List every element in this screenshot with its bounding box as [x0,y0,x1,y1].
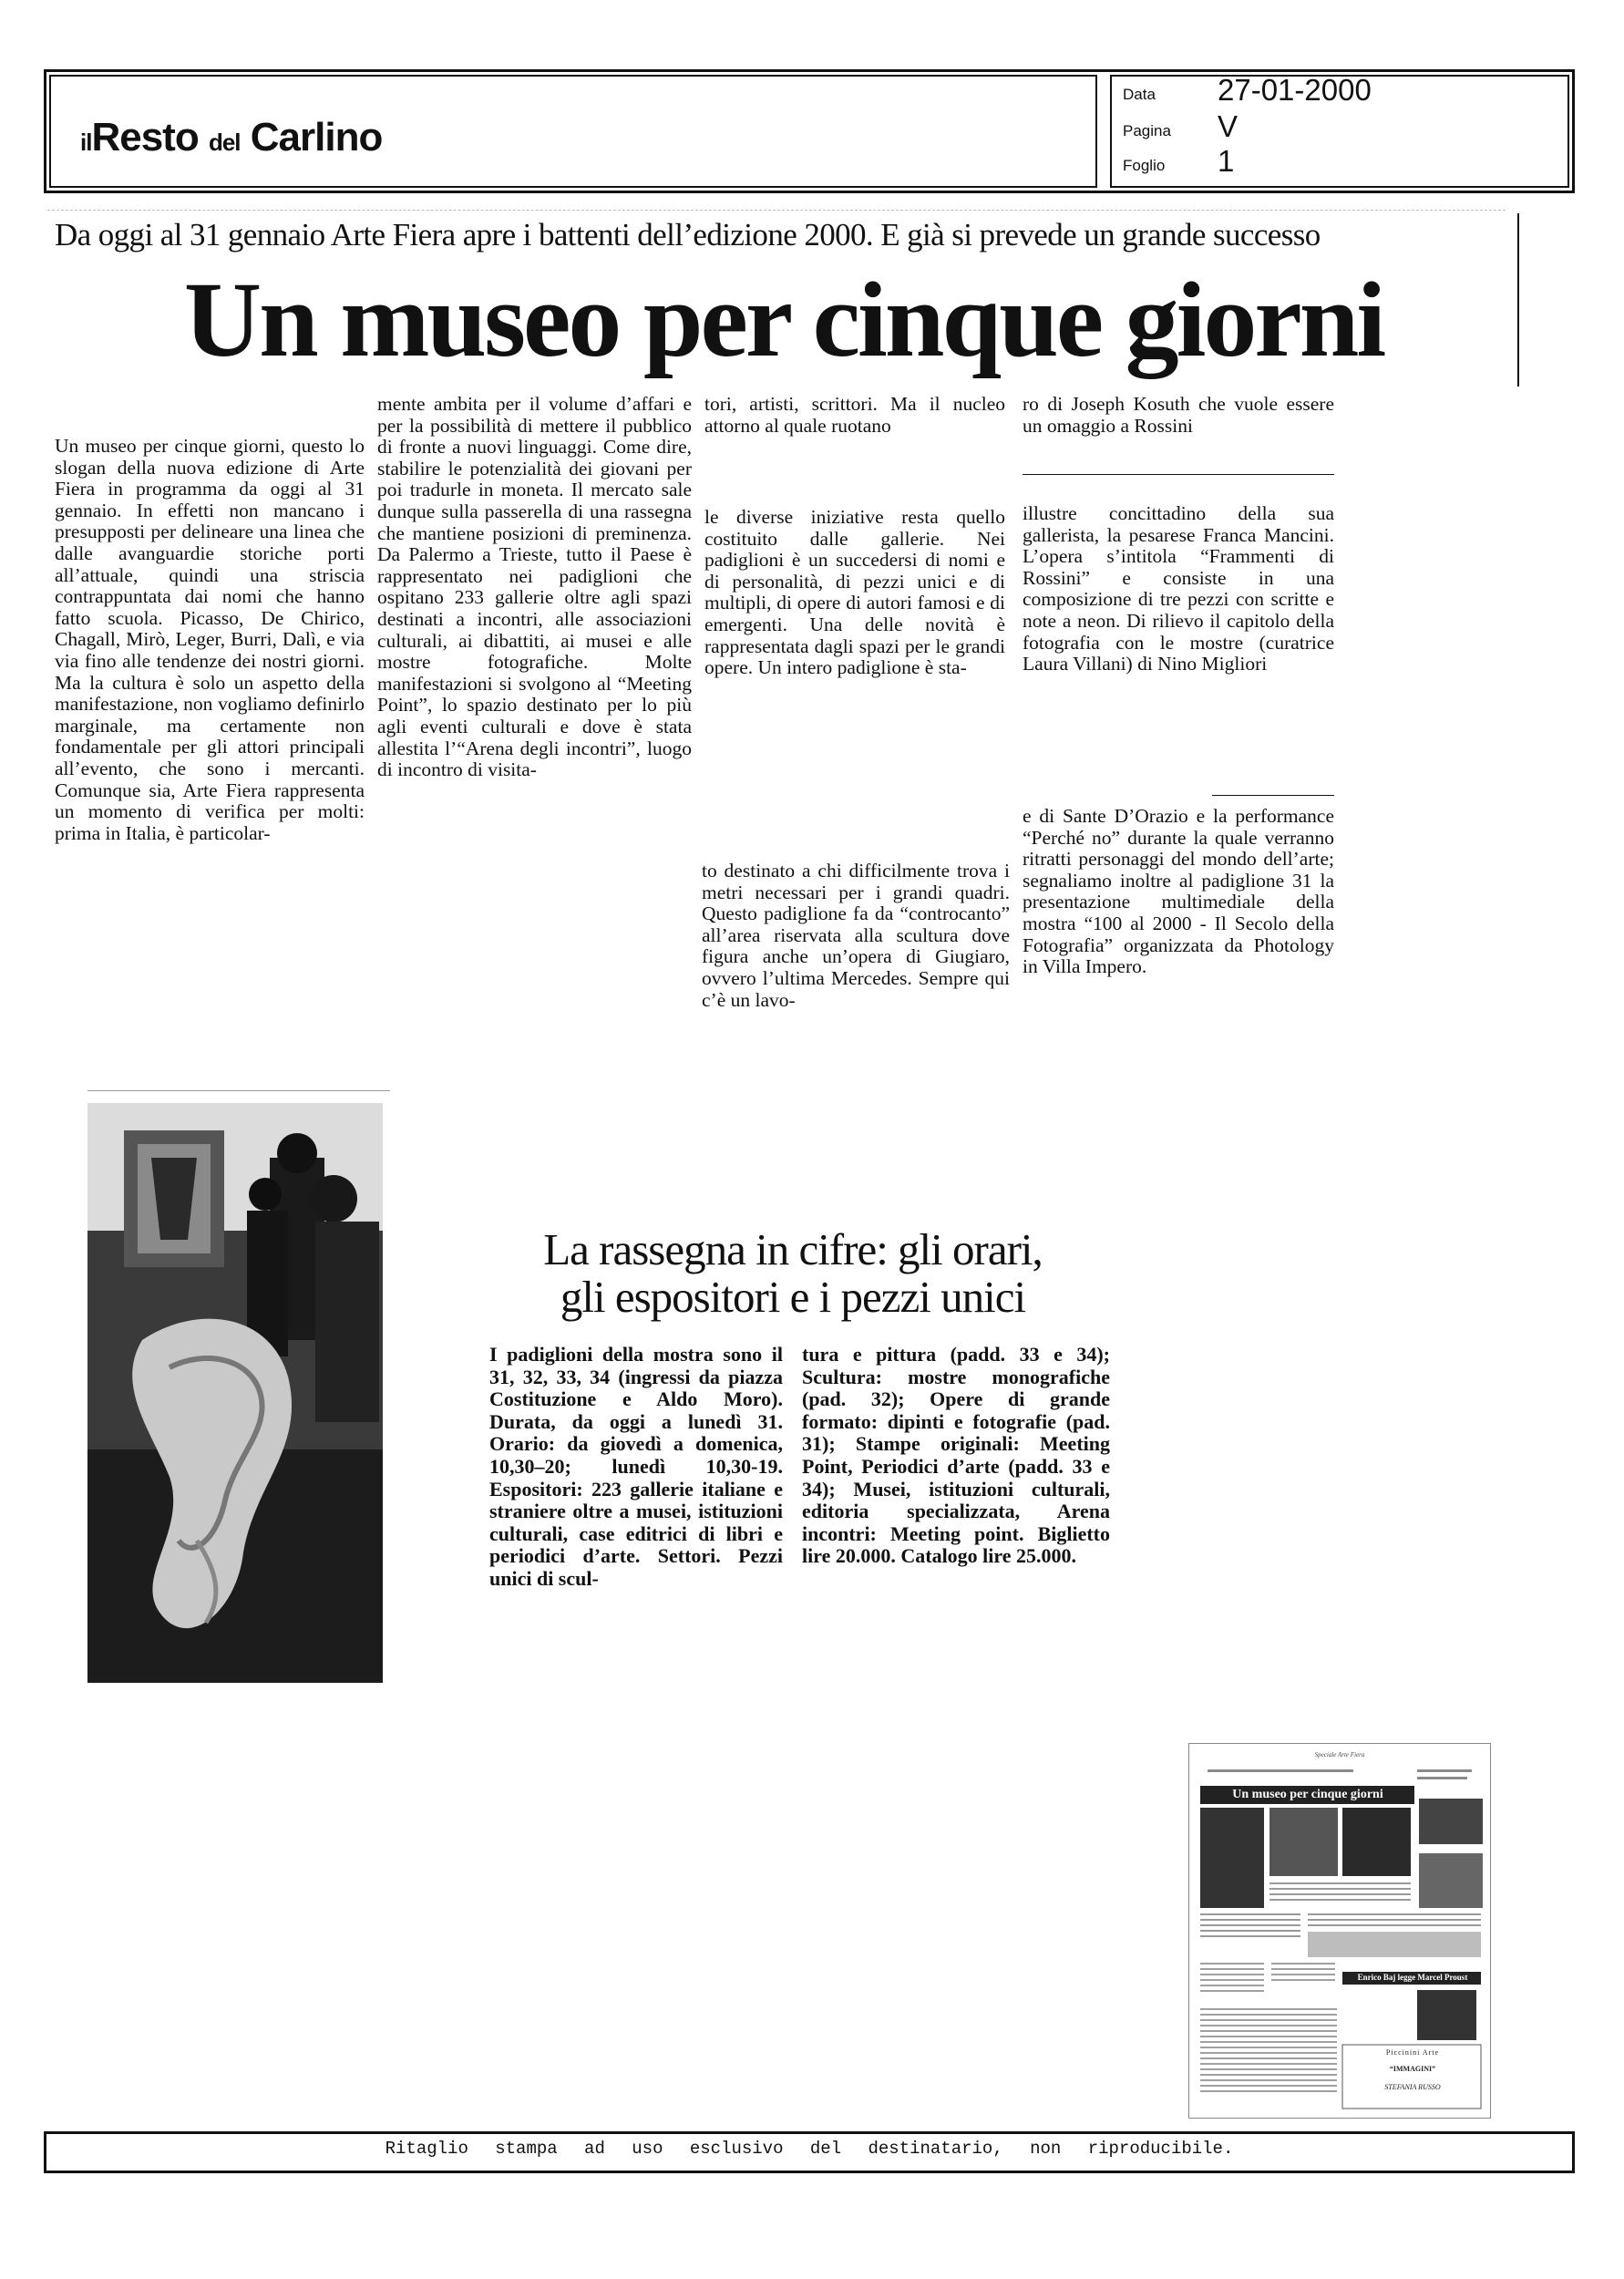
photo-rule [87,1090,390,1091]
article-column-2: mente ambita per il volume d’affari e per la possibilità di mettere il pubblico di fronte a nuovi linguaggi. Come dire, stabilire le potenzialità dei giovani per poi tradurle in moneta. Il mercato sale dunque sulla passerella di una rassegna che mantiene posizioni di preminenza. Da Palermo a Trieste, tutto il Paese è rappresentato nei padiglioni che ospitano 233 gallerie oltre agli spazi destinati a incontri, alle associazioni culturali, ai dibattiti, ai musei e alle mostre fotografiche. Molte manifestazioni si svolgono al “Meeting Point”, lo spazio destinato per lo più agli eventi culturali e dove è stata allestita l’“Arena degli incontri”, luogo di incontro di visita- [377,393,692,781]
column-rule-2 [1212,795,1334,796]
article-photo [87,1103,383,1683]
photo-visitors-sculpture [87,1103,383,1683]
article-column-3b: le diverse iniziative resta quello costituito dalle gallerie. Nei padiglioni è un succedersi di nomi e di personalità, di pezzi unici e di multipli, di opere di autori famosi e di emergenti. Una delle novità è rappresentata dagli spazi per le grandi opere. Un intero padiglione è sta- [704,506,1005,679]
newspaper-logo: ilResto del Carlino [80,115,383,160]
thumbnail-kicker: Speciale Arte Fiera [1314,1751,1365,1758]
foglio-label: Foglio [1123,157,1166,174]
thumbnail-box-title: Enrico Baj legge Marcel Proust [1357,1973,1468,1982]
foglio-value: 1 [1218,144,1235,178]
page-thumbnail [1188,1743,1491,2119]
pagina-label: Pagina [1123,122,1171,139]
thumbnail-ad-name: Piccinini Arte [1385,2048,1440,2057]
article-column-4c: e di Sante D’Orazio e la performance “Perché no” durante la quale verranno ritratti personaggi del mondo dell’arte; segnaliamo inoltre al padiglione 31 la presentazione multimediale della mostra “100 al 2000 - Il Secolo della Fotografia” organizzata da Photology in Villa Impero. [1023,805,1334,978]
thumbnail-ad-title: “IMMAGINI” [1389,2065,1436,2073]
thumbnail-ad-artist: STEFANIA RUSSO [1384,2083,1441,2091]
cifre-column-1: I padiglioni della mostra sono il 31, 32, 33, 34 (ingressi da piazza Costituzione e Aldo Moro). Durata, da oggi a lunedì 31. Orario: da giovedì a domenica, 10,30–20; lunedì 10,30-19. Espositori: 223 gallerie italiane e straniere oltre a musei, istituzioni culturali, case editrici di libri e periodici d’arte. Settori. Pezzi unici di scul- [489,1343,783,1590]
article-headline: Un museo per cinque giorni [183,260,1384,379]
data-label: Data [1123,86,1156,103]
cifre-title: La rassegna in cifre: gli orari, gli espositori e i pezzi unici [543,1224,1043,1322]
article-kicker: Da oggi al 31 gennaio Arte Fiera apre i battenti dell’edizione 2000. E già si prevede un grande successo [55,217,1321,253]
data-value: 27-01-2000 [1218,73,1372,107]
column-rule [1023,474,1334,475]
cifre-column-2: tura e pittura (padd. 33 e 34); Scultura: mostre monografiche (pad. 32); Opere di grande formato: dipinti e fotografie (pad. 31); Stampe originali: Meeting Point, Periodici d’arte (padd. 33 e 34); Musei, istituzioni culturali, editoria specializzata, Arena incontri: Meeting point. Biglietto lire 20.000. Catalogo lire 25.000. [802,1343,1110,1568]
article-column-3c: to destinato a chi difficilmente trova i metri necessari per i grandi quadri. Questo padiglione fa da “controcanto” all’area riservata alla scultura dove figura anche un’opera di Giugiaro, ovvero l’ultima Mercedes. Sempre qui c’è un lavo- [702,860,1010,1011]
article-column-1: Un museo per cinque giorni, questo lo slogan della nuova edizione di Arte Fiera in programma da oggi al 31 gennaio. In effetti non mancano i presupposti per delineare una linea che dalle avanguardie storiche porti all’attuale, quindi una striscia contrappuntata dai nomi che hanno fatto scuola. Picasso, De Chirico, Chagall, Mirò, Leger, Burri, Dalì, e via via fino alle tendenze dei nostri giorni. Ma la cultura è solo un aspetto della manifestazione, non vogliamo definirlo marginale, ma certamente non fondamentale per gli attori principali all’evento, che sono i mercanti. Comunque sia, Arte Fiera rappresenta un momento di verifica per molti: prima in Italia, è particolar- [55,435,365,844]
right-rule [1517,213,1519,387]
thumbnail-headline: Un museo per cinque giorni [1232,1788,1383,1801]
pagina-value: V [1218,109,1239,143]
article-column-3a: tori, artisti, scrittori. Ma il nucleo attorno al quale ruotano [704,393,1005,437]
kicker-rule [47,210,1506,211]
article-column-4a: ro di Joseph Kosuth che vuole essere un omaggio a Rossini [1023,393,1334,437]
footer-disclaimer: Ritaglio stampa ad uso esclusivo del destinatario, non riproducibile. [385,2139,1234,2159]
article-column-4b: illustre concittadino della sua gallerista, la pesarese Franca Mancini. L’opera s’intitola “Frammenti di Rossini” e consiste in una composizione di tre pezzi con scritte e note a neon. Di rilievo il capitolo della fotografia con le mostre (curatrice Laura Villani) di Nino Migliori [1023,502,1334,675]
